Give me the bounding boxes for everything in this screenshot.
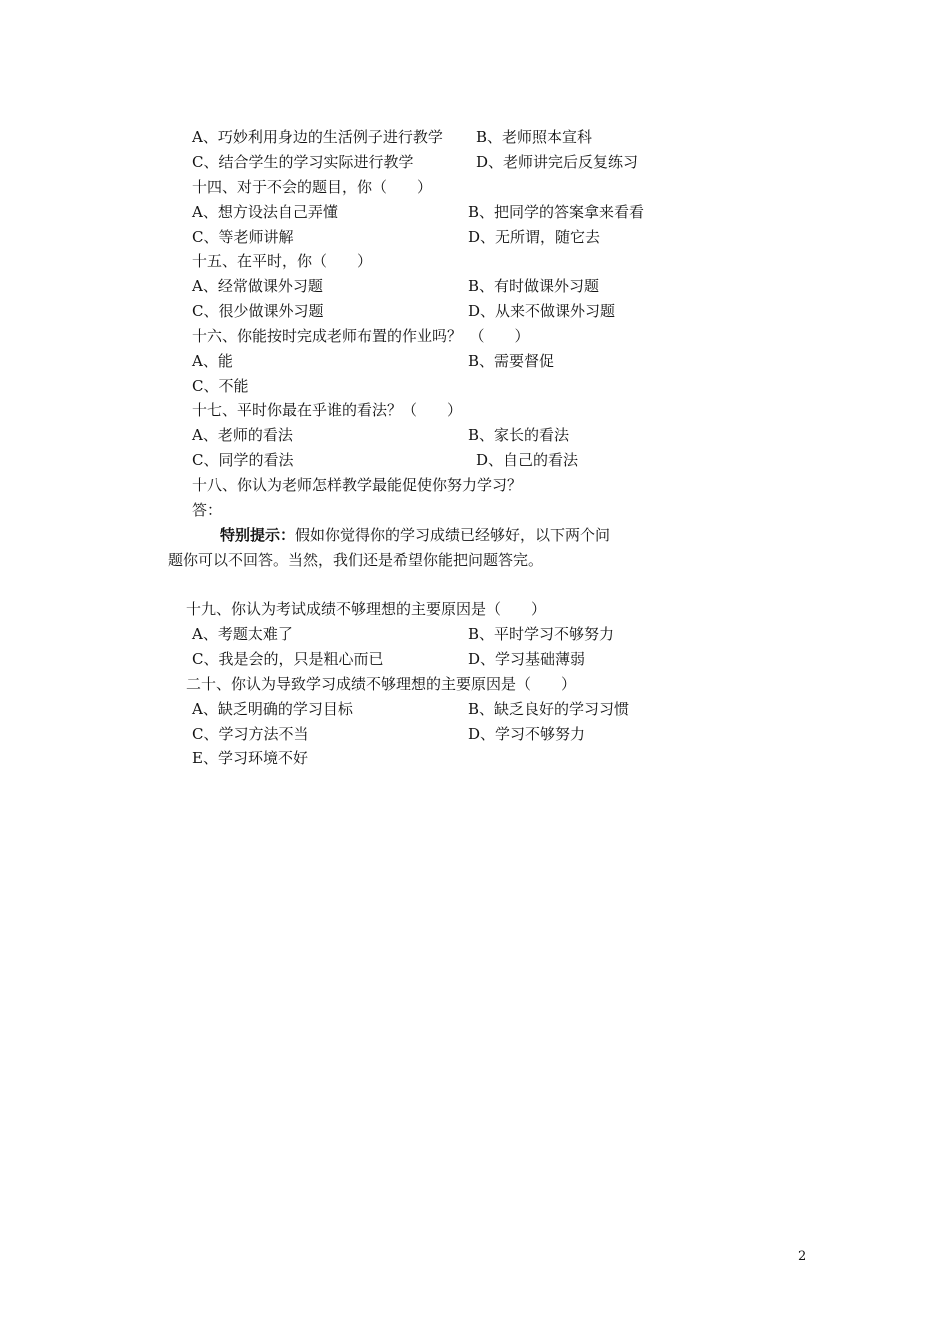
q17-option-c: C、同学的看法 <box>192 451 294 469</box>
q20-option-a: A、缺乏明确的学习目标 <box>192 700 353 718</box>
q13-option-d: D、老师讲完后反复练习 <box>476 153 639 171</box>
q19-option-b: B、平时学习不够努力 <box>468 625 615 643</box>
q13-option-a: A、巧妙利用身边的生活例子进行教学 <box>192 128 443 146</box>
q20-option-e: E、学习环境不好 <box>192 749 308 767</box>
q19-option-c: C、我是会的，只是粗心而已 <box>192 650 384 668</box>
page-number: 2 <box>798 1249 807 1264</box>
q15-option-b: B、有时做课外习题 <box>468 277 600 295</box>
q15-option-c: C、很少做课外习题 <box>192 302 324 320</box>
q14-option-c: C、等老师讲解 <box>192 228 294 246</box>
q14-option-d: D、无所谓，随它去 <box>468 228 601 246</box>
q14-option-b: B、把同学的答案拿来看看 <box>468 203 645 221</box>
q18-answer-label: 答： <box>192 501 223 519</box>
q17-option-d: D、自己的看法 <box>476 451 579 469</box>
q17-question: 十七、平时你最在乎谁的看法？（ ） <box>192 401 463 419</box>
q13-option-b: B、老师照本宣科 <box>476 128 593 146</box>
special-note-line1 <box>220 525 610 545</box>
q15-question: 十五、在平时，你（ ） <box>192 252 373 270</box>
q19-option-a: A、考题太难了 <box>192 625 293 643</box>
q15-option-d: D、从来不做课外习题 <box>468 302 616 320</box>
q20-question: 二十、你认为导致学习成绩不够理想的主要原因是（ ） <box>186 675 577 693</box>
q19-option-d: D、学习基础薄弱 <box>468 650 586 668</box>
q20-option-d: D、学习不够努力 <box>468 725 586 743</box>
q16-option-a: A、能 <box>192 352 233 370</box>
q20-option-b: B、缺乏良好的学习习惯 <box>468 700 630 718</box>
q15-option-a: A、经常做课外习题 <box>192 277 323 295</box>
q17-option-b: B、家长的看法 <box>468 426 570 444</box>
q13-option-c: C、结合学生的学习实际进行教学 <box>192 153 414 171</box>
q14-option-a: A、想方设法自己弄懂 <box>192 203 338 221</box>
q18-question: 十八、你认为老师怎样教学最能促使你努力学习？ <box>192 476 523 494</box>
q16-option-b: B、需要督促 <box>468 352 555 370</box>
q16-option-c: C、不能 <box>192 377 249 395</box>
q16-question: 十六、你能按时完成老师布置的作业吗？ （ ） <box>192 327 530 345</box>
q14-question: 十四、对于不会的题目，你（ ） <box>192 178 433 196</box>
q17-option-a: A、老师的看法 <box>192 426 293 444</box>
q20-option-c: C、学习方法不当 <box>192 725 309 743</box>
q19-question: 十九、你认为考试成绩不够理想的主要原因是（ ） <box>186 600 547 618</box>
special-note-text: 假如你觉得你的学习成绩已经够好，以下两个问 <box>295 526 611 544</box>
special-note-line2: 题你可以不回答。当然，我们还是希望你能把问题答完。 <box>168 551 544 569</box>
special-note-label: 特别提示： <box>220 526 296 544</box>
